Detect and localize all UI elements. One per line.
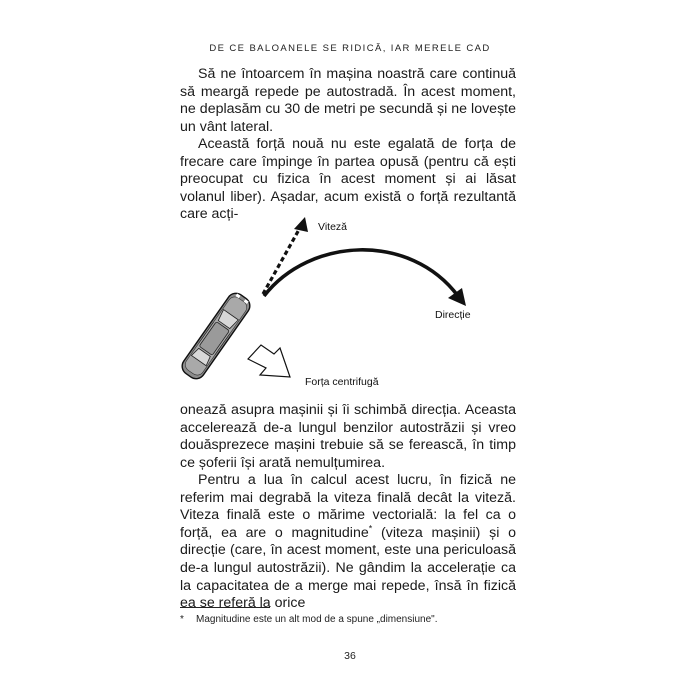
paragraph-2-part-2: onează asupra mașinii și îi schimbă direcția. Aceasta accelerează de-a lungul benzilor autostrăzii și vreo douăsprezece mașini trebuie să se ferească, în timp ce șoferii își arată nemulțumirea. — [180, 402, 516, 471]
centrifugal-force-label: Forța centrifugă — [305, 376, 379, 388]
running-title: DE CE BALOANELE SE RIDICĂ, IAR MERELE CAD — [209, 43, 491, 54]
paragraph-2-part-1: Această forță nouă nu este egalată de forța de frecare care împinge în partea opusă (pentru că ești preocupat cu fizica în acest moment și ai lăsat volanul liber). Așadar, acum există o forță rezultantă care acți- — [180, 136, 516, 223]
velocity-arrow-head — [294, 217, 308, 232]
diagram-graphic — [160, 212, 520, 396]
footnote-text: Magnitudine este un alt mod de a spune „dimensiune". — [196, 614, 438, 625]
footnote-divider — [180, 607, 270, 608]
centrifugal-arrow — [248, 345, 290, 377]
footnote — [180, 613, 516, 626]
paragraph-3-text-a: Pentru a lua în calcul acest lucru, în fizică ne referim mai degrabă la viteza finală decât la viteză. Viteza finală este o mărime vectorială: la fel ca o forță, ea are o magnitudine — [180, 472, 516, 541]
footnote-mark: * — [180, 614, 184, 625]
direction-arrow-head — [448, 288, 466, 306]
paragraph-1: Să ne întoarcem în mașina noastră care continuă să meargă repede pe autostradă. În acest moment, ne deplasăm cu 30 de metri pe secundă și ne lovește un vânt lateral. — [180, 66, 516, 135]
footnote-reference[interactable]: * — [368, 523, 373, 534]
direction-curve — [264, 250, 458, 296]
car-icon — [179, 290, 254, 382]
car-force-diagram — [160, 212, 520, 396]
page-number: 36 — [344, 650, 356, 662]
velocity-arrow-shaft — [263, 226, 301, 294]
paragraph-3 — [180, 472, 516, 613]
velocity-label: Viteză — [318, 221, 347, 233]
paragraph-3-text-b: (viteza mașinii) și o direcție (care, în acest moment, este una periculoasă de-a lungul autostrăzii). Ne gândim la accelerație ca la capacitatea de a merge mai repede, însă în fizică ea se referă la orice — [180, 524, 516, 612]
direction-label: Direcție — [435, 309, 471, 321]
